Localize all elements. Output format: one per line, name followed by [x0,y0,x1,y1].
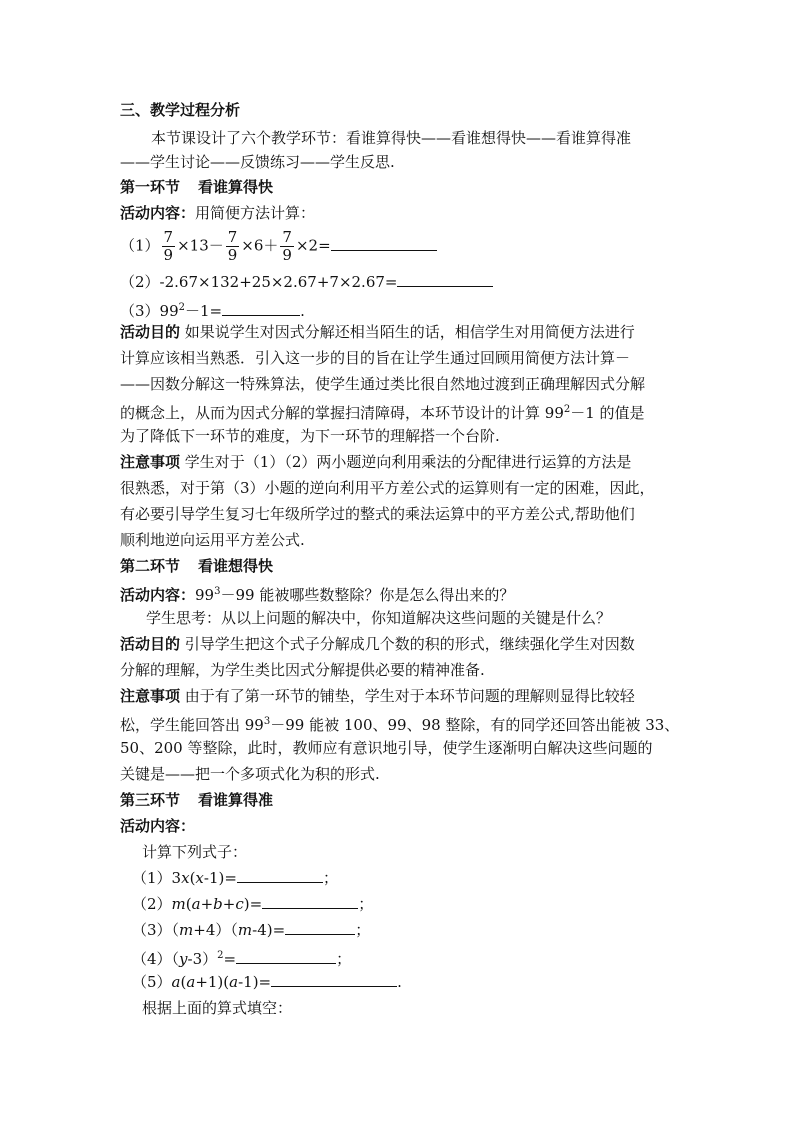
variable: x [181,869,190,887]
s3-expr-4 [132,946,351,969]
fraction-denominator: 9 [163,246,174,264]
p1-term: ×2= [295,236,331,255]
s1-purpose-text: 如果说学生对因式分解还相当陌生的话，相信学生对用简便方法进行 [184,323,635,341]
s2-content-text: －99 能被哪些数整除？你是怎么得出来的？ [220,586,515,604]
variable: m [171,895,186,913]
p2-text: （2）-2.67×132+25×2.67+7×2.67= [120,273,398,291]
expr-text: -1)= [238,973,272,991]
expr-text: -3） [187,950,218,968]
section-1-title [120,177,273,197]
expr-end: ； [355,921,371,939]
expr-text: （1）3 [132,869,182,887]
intro-line-2: ——学生讨论——反馈练习——学生反思. [120,153,395,171]
s1-problem-1 [120,229,437,264]
section-1-name: 看谁算得快 [198,178,274,196]
expr-text: （3）（ [132,921,180,939]
p3-exponent: 2 [178,302,186,313]
s1-note-line-1 [120,452,631,472]
s1-purpose-text: －1 的值是 [570,404,645,422]
s1-purpose-line-4 [120,400,645,423]
s1-content [120,203,315,223]
answer-blank[interactable] [262,894,358,909]
expr-text: ( [185,895,192,913]
s2-note-line-3: 50、200 等整除，此时，教师应有意识地引导，使学生逐渐明白解决这些问题的 [120,739,653,757]
fraction [162,229,176,264]
s1-note-line-2: 很熟悉，对于第（3）小题的逆向利用平方差公式的运算则有一定的困难，因此， [120,479,655,497]
s1-purpose-line-1 [120,322,635,342]
fraction-denominator: 9 [282,246,292,264]
answer-blank[interactable] [397,272,493,287]
expr-text: +4）（ [193,921,238,939]
s2-content [120,582,514,605]
p1-term: ×13－ [177,236,224,255]
expr-text: -4)= [252,921,286,939]
expr-end: ； [358,895,374,913]
s2-purpose-line-2: 分解的理解，为学生类比因式分解提供必要的精神准备. [120,661,485,679]
s3-calc-intro: 计算下列式子： [142,843,248,861]
s2-purpose-line-1 [120,634,635,654]
section-2-name: 看谁想得快 [198,557,274,575]
s1-problem-3 [120,298,305,321]
p3-end: . [300,302,305,320]
expr-text: （2） [132,895,172,913]
answer-blank[interactable] [331,236,437,251]
variable: x [195,869,204,887]
s2-note-line-2 [120,712,679,735]
variable: a [186,973,196,991]
answer-blank[interactable] [222,301,300,316]
variable: y [179,950,188,968]
s2-content-text: 99 [195,586,215,604]
variable: m [179,921,194,939]
expr-end: ； [336,950,352,968]
expr-text: ( [189,869,196,887]
fraction [226,229,240,264]
variable: m [237,921,253,939]
section-3-title [120,790,273,810]
s2-note-line-4: 关键是——把一个多项式化为积的形式. [120,765,380,783]
s2-content-label: 活动内容： [120,586,196,604]
variable: a [191,895,201,913]
answer-blank[interactable] [236,949,336,964]
p1-term: ×6＋ [241,236,279,255]
expr-text: （5） [132,973,172,991]
expr-text: ( [180,973,187,991]
section-heading: 三、教学过程分析 [120,101,241,119]
s1-purpose-line-2: 计算应该相当熟悉．引入这一步的目的旨在让学生通过回顾用简便方法计算－ [120,349,631,367]
s1-note-line-3: 有必要引导学生复习七年级所学过的整式的乘法运算中的平方差公式,帮助他们 [120,505,635,523]
fraction-numerator: 7 [282,228,292,246]
s3-expr-3 [132,920,370,940]
s2-think: 学生思考：从以上问题的解决中，你知道解决这些问题的关键是什么？ [146,609,612,627]
answer-blank[interactable] [237,868,323,883]
expr-end: ； [322,869,338,887]
s3-expr-1 [132,868,338,888]
exponent: 3 [214,586,221,597]
s1-purpose-label: 活动目的 [120,323,181,341]
expr-text: = [223,950,237,968]
fraction-denominator: 9 [227,246,238,264]
exponent: 2 [217,950,224,961]
s3-expr-2 [132,894,373,914]
s1-note-text: 学生对于（1）（2）两小题逆向利用乘法的分配律进行运算的方法是 [184,453,632,471]
exponent: 2 [563,404,571,415]
s1-content-label: 活动内容： [120,204,196,222]
section-3-number: 第三环节 [120,791,181,809]
s1-note-label: 注意事项 [120,453,181,471]
s1-purpose-text: 的概念上，从而为因式分解的掌握扫清障碍，本环节设计的计算 99 [120,404,564,422]
variable: a [171,973,181,991]
section-2-title [120,556,273,576]
variable: b [213,895,223,913]
s3-content-label: 活动内容： [120,817,196,835]
s2-note-text: －99 能被 100、99、98 整除，有的同学还回答出能被 33、 [270,716,680,734]
expr-end: . [397,973,402,991]
p1-num: （1） [120,236,160,255]
p3-text: －1= [185,302,223,320]
s2-note-label: 注意事项 [120,687,181,705]
section-1-number: 第一环节 [120,178,181,196]
section-2-number: 第二环节 [120,557,181,575]
s3-fill-intro: 根据上面的算式填空： [142,999,293,1017]
s3-expr-5 [132,972,402,992]
intro-line-1: 本节课设计了六个教学环节：看谁算得快——看谁想得快——看谁算得准 [151,129,632,147]
answer-blank[interactable] [271,972,397,987]
expr-text: -1)= [203,869,237,887]
s1-problem-2 [120,272,493,292]
s2-purpose-label: 活动目的 [120,635,181,653]
variable: c [235,895,244,913]
s1-purpose-line-5: 为了降低下一环节的难度，为下一环节的理解搭一个台阶. [120,427,500,445]
expr-text: + [222,895,236,913]
p3-text: （3）99 [120,302,179,320]
exponent: 3 [263,716,271,727]
variable: a [229,973,239,991]
s1-content-text: 用简便方法计算： [195,204,316,222]
s2-purpose-text: 引导学生把这个式子分解成几个数的积的形式，继续强化学生对因数 [184,635,635,653]
expr-text: （4）（ [132,950,180,968]
s2-note-text: 松，学生能回答出 99 [120,716,264,734]
answer-blank[interactable] [285,920,355,935]
fraction-numerator: 7 [163,228,174,246]
s2-note-line-1 [120,686,635,706]
expr-text: +1)( [195,973,230,991]
expr-text: + [200,895,214,913]
fraction-numerator: 7 [227,228,238,246]
s1-note-line-4: 顺利地逆向运用平方差公式. [120,531,305,549]
section-3-name: 看谁算得准 [198,791,274,809]
s1-purpose-line-3: ——因数分解这一特殊算法，使学生通过类比很自然地过渡到正确理解因式分解 [120,375,646,393]
s2-note-text: 由于有了第一环节的铺垫，学生对于本环节问题的理解则显得比较轻 [184,687,635,705]
fraction [280,229,294,264]
expr-text: )= [243,895,263,913]
